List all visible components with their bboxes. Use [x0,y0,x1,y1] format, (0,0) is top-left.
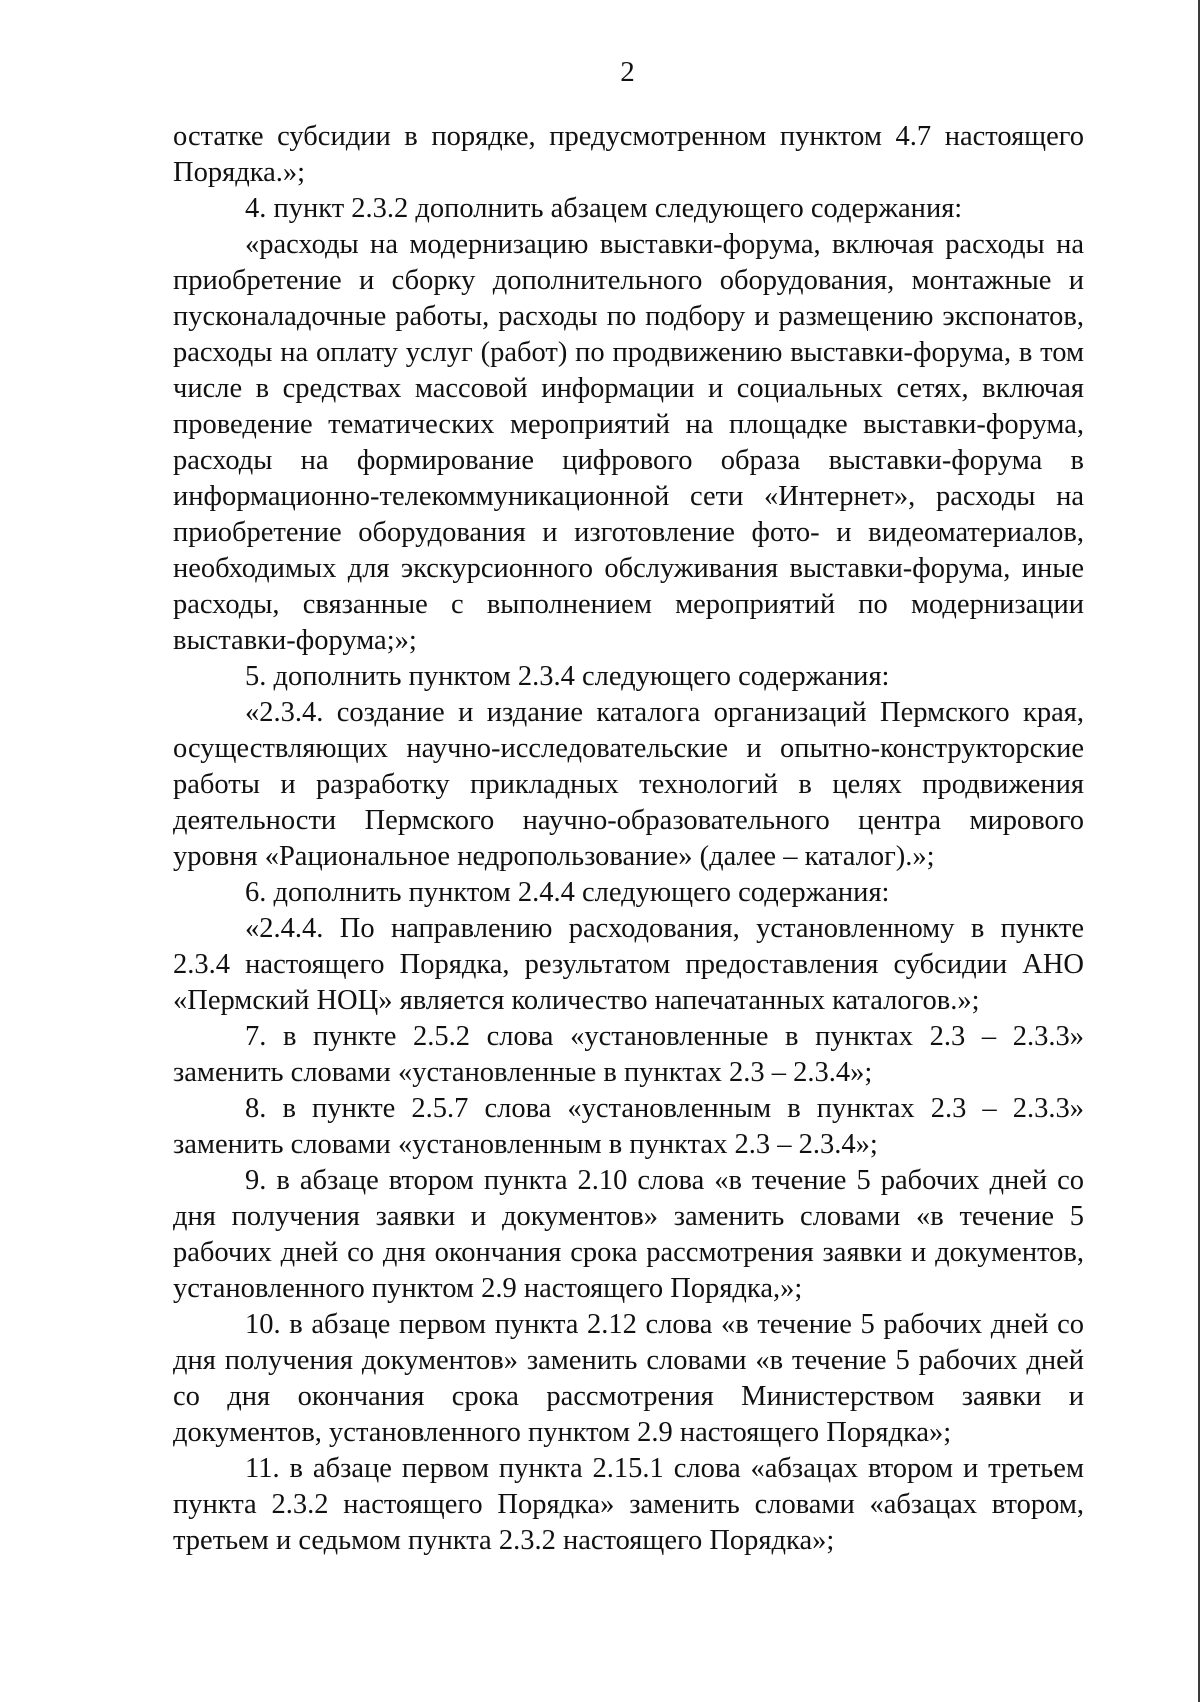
paragraph-item-5-quote: «2.3.4. создание и издание каталога организаций Пермского края, осуществляющих научно-исследовательские и опытно-конструкторские работы и разработку прикладных технологий в целях продвижения деятельности Пермского научно-образовательного центра мирового уровня «Рациональное недропользование» (далее – каталог).»; [173,697,1084,872]
paragraph-item-5: 5. дополнить пунктом 2.3.4 следующего содержания: [245,661,890,692]
paragraph-item-7: 7. в пункте 2.5.2 слова «установленные в пунктах 2.3 – 2.3.3» заменить словами «установленные в пунктах 2.3 – 2.3.4»; [173,1021,1084,1088]
paragraph-item-11: 11. в абзаце первом пункта 2.15.1 слова «абзацах втором и третьем пункта 2.3.2 настоящего Порядка» заменить словами «абзацах втором, третьем и седьмом пункта 2.3.2 настоящего Порядка»; [173,1453,1084,1556]
paragraph-item-9: 9. в абзаце втором пункта 2.10 слова «в течение 5 рабочих дней со дня получения заявки и документов» заменить словами «в течение 5 рабочих дней со дня окончания срока рассмотрения заявки и документов, установленного пунктом 2.9 настоящего Порядка,»; [173,1165,1084,1304]
paragraph-item-6-quote: «2.4.4. По направлению расходования, установленному в пункте 2.3.4 настоящего Порядка, результатом предоставления субсидии АНО «Пермский НОЦ» является количество напечатанных каталогов.»; [173,913,1084,1016]
paragraph-item-8: 8. в пункте 2.5.7 слова «установленным в пунктах 2.3 – 2.3.3» заменить словами «установленным в пунктах 2.3 – 2.3.4»; [173,1093,1084,1160]
document-body [173,119,1084,1559]
paragraph-item-10: 10. в абзаце первом пункта 2.12 слова «в течение 5 рабочих дней со дня получения документов» заменить словами «в течение 5 рабочих дней со дня окончания срока рассмотрения Министерством заявки и документов, установленного пунктом 2.9 настоящего Порядка»; [173,1309,1084,1448]
paragraph-item-4: 4. пункт 2.3.2 дополнить абзацем следующего содержания: [245,193,963,224]
paragraph-continuation: остатке субсидии в порядке, предусмотренном пунктом 4.7 настоящего Порядка.»; [173,121,1084,188]
paragraph-item-4-quote: «расходы на модернизацию выставки-форума, включая расходы на приобретение и сборку дополнительного оборудования, монтажные и пусконаладочные работы, расходы по подбору и размещению экспонатов, расходы на оплату услуг (работ) по продвижению выставки-форума, в том числе в средствах массовой информации и социальных сетях, включая проведение тематических мероприятий на площадке выставки-форума, расходы на формирование цифрового образа выставки-форума в информационно-телекоммуникационной сети «Интернет», расходы на приобретение оборудования и изготовление фото- и видеоматериалов, необходимых для экскурсионного обслуживания выставки-форума, иные расходы, связанные с выполнением мероприятий по модернизации выставки-форума;»; [173,229,1084,656]
paragraph-item-6: 6. дополнить пунктом 2.4.4 следующего содержания: [245,877,890,908]
page-number: 2 [620,56,635,88]
